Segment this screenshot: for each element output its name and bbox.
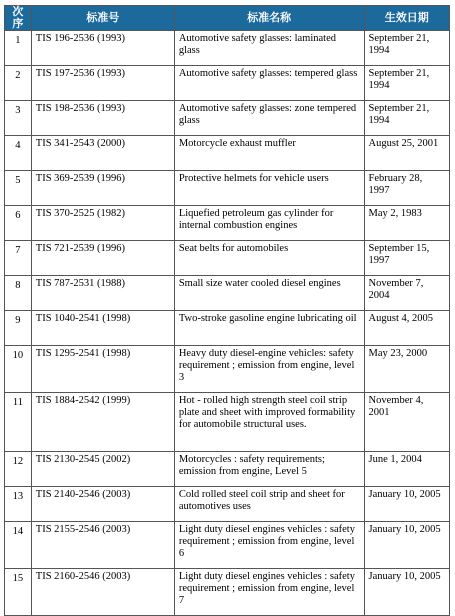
row-number: 7 xyxy=(5,241,32,276)
effective-date: November 4, 2001 xyxy=(364,393,449,452)
standard-number: TIS 197-2536 (1993) xyxy=(31,66,174,101)
effective-date: August 4, 2005 xyxy=(364,311,449,346)
row-number: 11 xyxy=(5,393,32,452)
standard-name: Automotive safety glasses: tempered glass xyxy=(174,66,364,101)
standard-name: Liquefied petroleum gas cylinder for internal combustion engines xyxy=(174,206,364,241)
standard-name: Motorcycles : safety requirements; emission from engine, Level 5 xyxy=(174,452,364,487)
effective-date: May 2, 1983 xyxy=(364,206,449,241)
standard-number: TIS 1040-2541 (1998) xyxy=(31,311,174,346)
standard-name: Hot - rolled high strength steel coil strip plate and sheet with improved formability for automobile structural uses. xyxy=(174,393,364,452)
row-number: 4 xyxy=(5,136,32,171)
row-number: 15 xyxy=(5,569,32,616)
standard-name: Automotive safety glasses: zone tempered glass xyxy=(174,101,364,136)
effective-date: September 21, 1994 xyxy=(364,31,449,66)
row-number: 1 xyxy=(5,31,32,66)
standard-number: TIS 370-2525 (1982) xyxy=(31,206,174,241)
standard-name: Seat belts for automobiles xyxy=(174,241,364,276)
row-number: 8 xyxy=(5,276,32,311)
row-number: 9 xyxy=(5,311,32,346)
table-row xyxy=(5,393,450,452)
table-row xyxy=(5,487,450,522)
table-row xyxy=(5,346,450,393)
effective-date: September 21, 1994 xyxy=(364,66,449,101)
standard-number: TIS 2130-2545 (2002) xyxy=(31,452,174,487)
standard-number: TIS 787-2531 (1988) xyxy=(31,276,174,311)
row-number: 2 xyxy=(5,66,32,101)
effective-date: June 1, 2004 xyxy=(364,452,449,487)
effective-date: January 10, 2005 xyxy=(364,569,449,616)
standard-number: TIS 1295-2541 (1998) xyxy=(31,346,174,393)
standard-number: TIS 196-2536 (1993) xyxy=(31,31,174,66)
table-row xyxy=(5,522,450,569)
standard-number: TIS 341-2543 (2000) xyxy=(31,136,174,171)
row-number: 13 xyxy=(5,487,32,522)
row-number: 6 xyxy=(5,206,32,241)
standard-number: TIS 2160-2546 (2003) xyxy=(31,569,174,616)
header-standard-number: 标准号 xyxy=(31,6,174,31)
standards-table xyxy=(4,5,450,616)
standard-number: TIS 2140-2546 (2003) xyxy=(31,487,174,522)
table-row xyxy=(5,31,450,66)
standard-number: TIS 198-2536 (1993) xyxy=(31,101,174,136)
effective-date: January 10, 2005 xyxy=(364,487,449,522)
table-row xyxy=(5,136,450,171)
effective-date: November 7, 2004 xyxy=(364,276,449,311)
table-row xyxy=(5,66,450,101)
standard-number: TIS 369-2539 (1996) xyxy=(31,171,174,206)
effective-date: January 10, 2005 xyxy=(364,522,449,569)
standard-name: Cold rolled steel coil strip and sheet for automotives uses xyxy=(174,487,364,522)
table-row xyxy=(5,311,450,346)
effective-date: September 15, 1997 xyxy=(364,241,449,276)
header-seq: 次序 xyxy=(5,6,32,31)
standard-number: TIS 1884-2542 (1999) xyxy=(31,393,174,452)
row-number: 10 xyxy=(5,346,32,393)
standard-name: Light duty diesel engines vehicles : safety requirement ; emission from engine, level 6 xyxy=(174,522,364,569)
row-number: 12 xyxy=(5,452,32,487)
effective-date: February 28, 1997 xyxy=(364,171,449,206)
standard-number: TIS 721-2539 (1996) xyxy=(31,241,174,276)
standard-name: Motorcycle exhaust muffler xyxy=(174,136,364,171)
header-standard-name: 标准名称 xyxy=(174,6,364,31)
standard-name: Automotive safety glasses: laminated glass xyxy=(174,31,364,66)
standard-name: Two-stroke gasoline engine lubricating oil xyxy=(174,311,364,346)
effective-date: May 23, 2000 xyxy=(364,346,449,393)
table-row xyxy=(5,569,450,616)
row-number: 5 xyxy=(5,171,32,206)
table-row xyxy=(5,276,450,311)
row-number: 14 xyxy=(5,522,32,569)
header-effective-date: 生效日期 xyxy=(364,6,449,31)
standard-number: TIS 2155-2546 (2003) xyxy=(31,522,174,569)
table-row xyxy=(5,171,450,206)
header-row xyxy=(5,6,450,31)
row-number: 3 xyxy=(5,101,32,136)
standard-name: Light duty diesel engines vehicles : safety requirement ; emission from engine, level 7 xyxy=(174,569,364,616)
effective-date: August 25, 2001 xyxy=(364,136,449,171)
table-row xyxy=(5,241,450,276)
standard-name: Heavy duty diesel-engine vehicles: safety requirement ; emission from engine, level 3 xyxy=(174,346,364,393)
standard-name: Small size water cooled diesel engines xyxy=(174,276,364,311)
effective-date: September 21, 1994 xyxy=(364,101,449,136)
standard-name: Protective helmets for vehicle users xyxy=(174,171,364,206)
table-row xyxy=(5,101,450,136)
table-row xyxy=(5,452,450,487)
table-row xyxy=(5,206,450,241)
